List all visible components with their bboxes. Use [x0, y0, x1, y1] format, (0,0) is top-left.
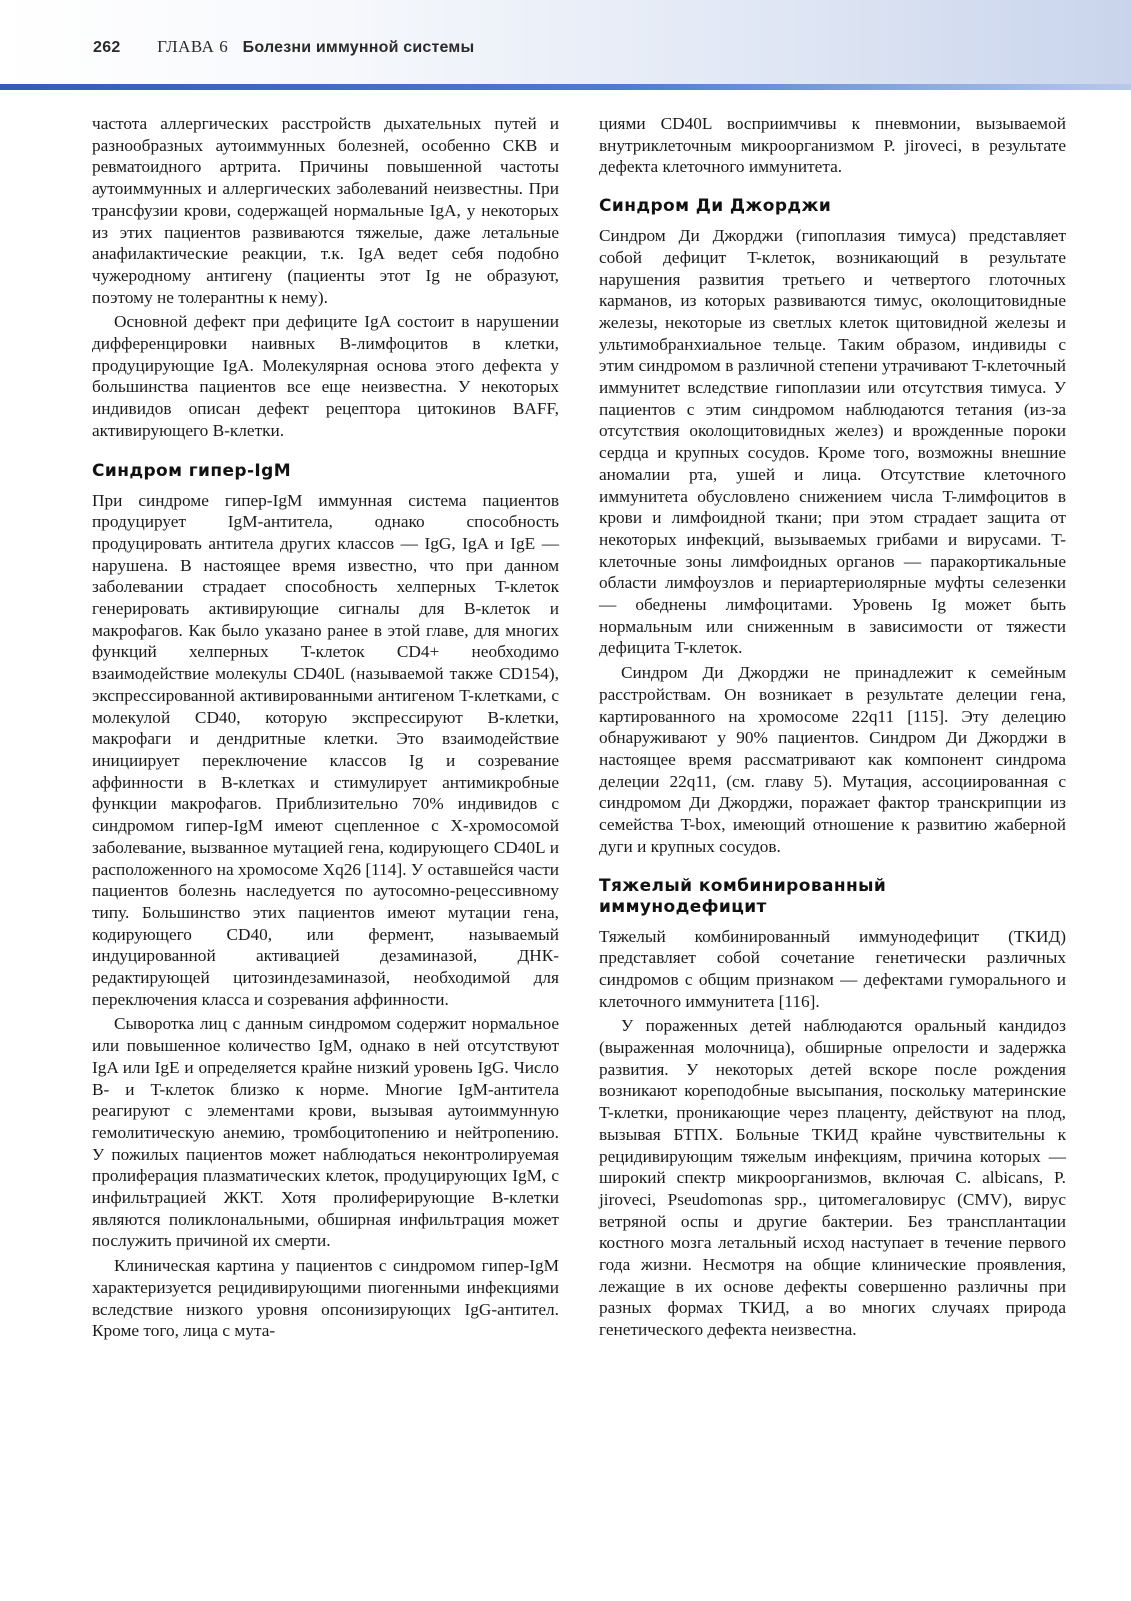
right-column	[599, 113, 1066, 1341]
paragraph: циями CD40L восприимчивы к пневмонии, вызываемой внутриклеточным микроорганизмом P. jiroveci, в результате дефекта клеточного иммунитета.	[599, 114, 1066, 177]
paragraph: частота аллергических расстройств дыхательных путей и разнообразных аутоиммунных болезней, особенно СКВ и ревматоидного артрита. Причины повышенной частоты аутоиммунных и аллергических заболеваний неизвестны. При трансфузии крови, содержащей нормальные IgA, у некоторых из этих пациентов развиваются тяжелые, даже летальные анафилактические реакции, т.к. IgA ведет себя подобно чужеродному антигену (пациенты этот Ig не образуют, поэтому не толерантны к нему).	[92, 114, 559, 307]
running-head	[93, 37, 474, 57]
left-column	[92, 113, 559, 1342]
paragraph: Клиническая картина у пациентов с синдромом гипер-IgM характеризуется рецидивирующими пиогенными инфекциями вследствие низкого уровня опсонизирующих IgG-антител. Кроме того, лица с мута-	[92, 1256, 559, 1341]
heading-line: Тяжелый комбинированный	[599, 875, 887, 896]
paragraph: У пораженных детей наблюдаются оральный кандидоз (выраженная молочница), обширные опрелости и задержка развития. У некоторых детей вскоре после рождения возникают кореподобные высыпания, поскольку материнские T-клетки, проникающие через плаценту, действуют на плод, вызывая БТПХ. Больные ТКИД крайне чувствительны к рецидивирующим тяжелым инфекциям, причина которых — широкий спектр микроорганизмов, включая C. albicans, P. jiroveci, Pseudomonas spp., цитомегаловирус (CMV), вирус ветряной оспы и другие бактерии. Без трансплантации костного мозга летальный исход наступает в течение первого года жизни. Несмотря на общие клинические проявления, лежащие в их основе дефекты совершенно различны при разных формах ТКИД, а во многих случаях природа генетического дефекта неизвестна.	[599, 1016, 1066, 1340]
paragraph: Синдром Ди Джорджи не принадлежит к семейным расстройствам. Он возникает в результате делеции гена, картированного на хромосоме 22q11 [115]. Эту делецию обнаруживают у 90% пациентов. Синдром Ди Джорджи в настоящее время рассматривают как компонент синдрома делеции 22q11, (см. главу 5). Мутация, ассоциированная с синдромом Ди Джорджи, поражает фактор транскрипции из семейства T-box, имеющий отношение к развитию жаберной дуги и крупных сосудов.	[599, 663, 1066, 856]
chapter-label: ГЛАВА 6	[157, 37, 229, 56]
heading-line: иммунодефицит	[599, 896, 767, 917]
paragraph: При синдроме гипер-IgM иммунная система пациентов продуцирует IgM-антитела, однако способность продуцировать антитела других классов — IgG, IgA и IgE — нарушена. В настоящее время известно, что при данном заболевании страдает способность хелперных T-клеток генерировать активирующие сигналы для B-клеток и макрофагов. Как было указано ранее в этой главе, для многих функций хелперных T-клеток CD4+ необходимо взаимодействие молекулы CD40L (называемой также CD154), экспрессированной активированными антигеном T-клетками, с молекулой CD40, которую экспрессируют B-клетки, макрофаги и дендритные клетки. Это взаимодействие инициирует переключение классов Ig и созревание аффинности в B-клетках и стимулирует антимикробные функции макрофагов. Приблизительно 70% индивидов с синдромом гипер-IgM имеют сцепленное с X-хромосомой заболевание, вызванное мутацией гена, кодирующего CD40L и расположенного на хромосоме Xq26 [114]. У оставшейся части пациентов болезнь наследуется по аутосомно-рецессивному типу. Большинство этих пациентов имеют мутации гена, кодирующего CD40, или фермент, называемый индуцированной активацией дезаминазой, ДНК-редактирующей цитозиндезаминазой, необходимой для переключения класса и созревания аффинности.	[92, 490, 559, 1009]
paragraph: Основной дефект при дефиците IgA состоит в нарушении дифференцировки наивных B-лимфоцитов в клетки, продуцирующие IgA. Молекулярная основа этого дефекта у большинства пациентов все еще неизвестна. У некоторых индивидов описан дефект рецептора цитокинов BAFF, активирующего B-клетки.	[92, 312, 559, 440]
section-heading-scid	[599, 876, 1066, 918]
header-rule	[0, 84, 1131, 90]
page-number: 262	[93, 39, 121, 56]
section-heading-digeorge: Синдром Ди Джорджи	[599, 196, 832, 217]
chapter-title: Болезни иммунной системы	[242, 39, 475, 56]
paragraph: Синдром Ди Джорджи (гипоплазия тимуса) представляет собой дефицит T-клеток, возникающий в результате нарушения развития третьего и четвертого глоточных карманов, из которых развиваются тимус, околощитовидные железы, некоторые из светлых клеток щитовидной железы и ультимобранхиальное тельце. Таким образом, индивиды с этим синдромом в различной степени утрачивают T-клеточный иммунитет вследствие гипоплазии или отсутствия тимуса. У пациентов с этим синдромом наблюдаются тетания (из-за отсутствия околощитовидных желез) и врожденные пороки сердца и крупных сосудов. Кроме того, возможны внешние аномалии рта, ушей и лица. Отсутствие клеточного иммунитета обусловлено снижением числа T-лимфоцитов в крови и лимфоидной ткани; при этом страдает защита от некоторых инфекций, вызываемых грибами и вирусами. T-клеточные зоны лимфоидных органов — паракортикальные области лимфоузлов и периартериолярные муфты селезенки — обеднены лимфоцитами. Уровень Ig может быть нормальным или сниженным в зависимости от тяжести дефицита T-клеток.	[599, 226, 1066, 658]
section-heading-hyper-igm: Синдром гипер-IgM	[92, 460, 292, 481]
paragraph: Тяжелый комбинированный иммунодефицит (ТКИД) представляет собой сочетание генетически различных синдромов с общим признаком — дефектами гуморального и клеточного иммунитета [116].	[599, 926, 1066, 1011]
paragraph: Сыворотка лиц с данным синдромом содержит нормальное или повышенное количество IgM, однако в ней отсутствуют IgA или IgE и определяется крайне низкий уровень IgG. Число B- и T-клеток близко к норме. Многие IgM-антитела реагируют с элементами крови, вызывая аутоиммунную гемолитическую анемию, тромбоцитопению и нейтропению. У пожилых пациентов может наблюдаться неконтролируемая пролиферация плазматических клеток, продуцирующих IgM, с инфильтрацией ЖКТ. Хотя пролиферирующие B-клетки являются поликлональными, обширная инфильтрация может послужить причиной их смерти.	[92, 1014, 559, 1251]
